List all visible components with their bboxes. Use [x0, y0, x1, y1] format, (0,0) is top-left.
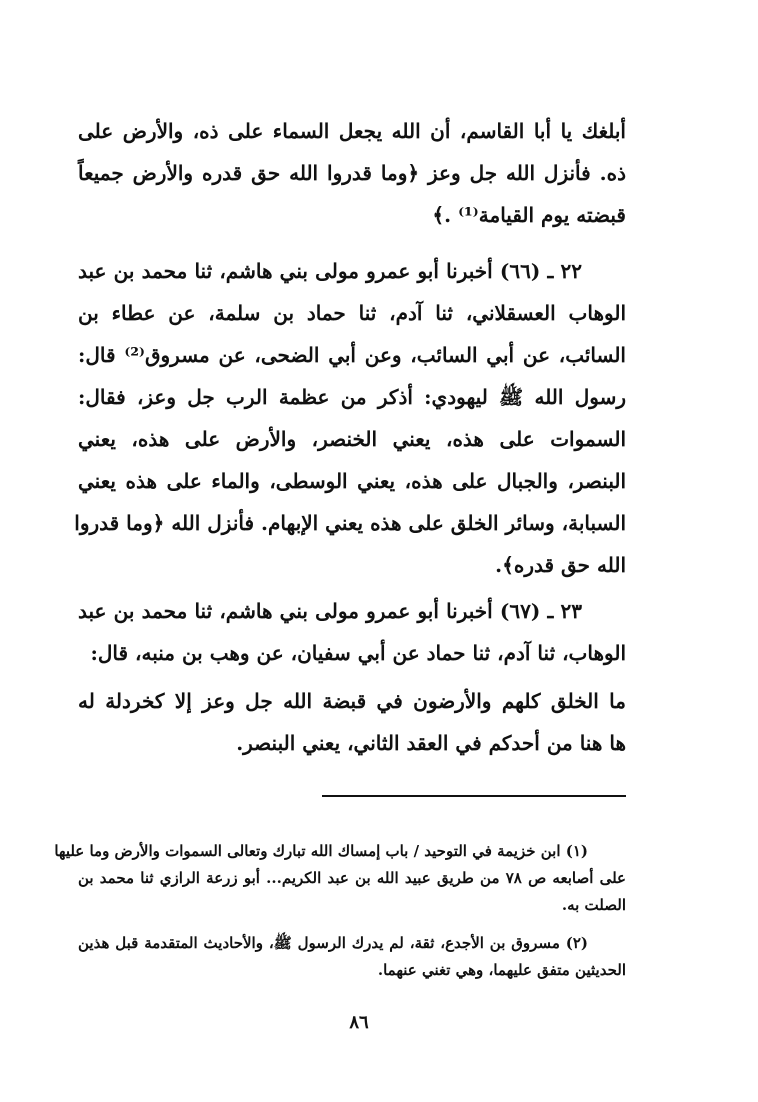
- text-line: الله حق قدره﴾.: [495, 553, 626, 577]
- text-line: ٢٣ ـ (٦٧) أخبرنا أبو عمرو مولى بني هاشم، ثنا محمد بن عبد: [78, 599, 582, 623]
- paragraph-quote: [78, 680, 626, 764]
- text-line: رسول الله ﷺ ليهودي: أذكر من عظمة الرب جل وعز، فقال:: [78, 385, 626, 409]
- footnote-2: [78, 930, 626, 984]
- footnote-line: (٢) مسروق بن الأجدع، ثقة، لم يدرك الرسول ﷺ، والأحاديث المتقدمة قبل هذين: [78, 934, 588, 952]
- footnote-line: (١) ابن خزيمة في التوحيد / باب إمساك الله تبارك وتعالى السموات والأرض وما عليها: [54, 842, 588, 860]
- paragraph-hadith-23: [78, 590, 626, 674]
- text-line: ما الخلق كلهم والأرضون في قبضة الله جل وعز إلا كخردلة له: [78, 689, 626, 713]
- footnote-line: الصلت به.: [561, 896, 626, 914]
- text-line: البنصر، والجبال على هذه، يعني الوسطى، والماء على هذه يعني: [78, 469, 626, 493]
- text-line: الوهاب، ثنا آدم، ثنا حماد عن أبي سفيان، عن وهب بن منبه، قال:: [90, 641, 626, 665]
- text-line: السبابة، وسائر الخلق على هذه يعني الإبهام. فأنزل الله ﴿وما قدروا: [74, 511, 626, 535]
- text-line: ها هنا من أحدكم في العقد الثاني، يعني البنصر.: [236, 731, 626, 755]
- text-line: الوهاب العسقلاني، ثنا آدم، ثنا حماد بن سلمة، عن عطاء بن: [78, 301, 626, 325]
- text-line: السموات على هذه، يعني الخنصر، والأرض على هذه، يعني: [78, 427, 626, 451]
- text-line: ذه. فأنزل الله جل وعز ﴿وما قدروا الله حق قدره والأرض جميعاً: [78, 161, 626, 185]
- paragraph-quran-verse: [78, 110, 626, 236]
- footnote-line: على أصابعه ص ٧٨ من طريق عبيد الله بن عبد الكريم... أبو زرعة الرازي ثنا محمد بن: [78, 869, 626, 887]
- text-line: قبضته يوم القيامة⁽¹⁾ .﴾: [432, 203, 626, 227]
- text-line: السائب، عن أبي السائب، وعن أبي الضحى، عن مسروق⁽²⁾ قال:: [78, 343, 626, 367]
- footnote-divider: [322, 795, 626, 797]
- text-line: أبلغك يا أبا القاسم، أن الله يجعل السماء على ذه، والأرض على: [78, 119, 626, 143]
- text-line: ٢٢ ـ (٦٦) أخبرنا أبو عمرو مولى بني هاشم، ثنا محمد بن عبد: [78, 259, 582, 283]
- footnote-line: الحديثين متفق عليهما، وهي تغني عنهما.: [377, 961, 626, 979]
- footnote-1: [54, 838, 626, 919]
- page-number: ٨٦: [349, 1012, 369, 1033]
- paragraph-hadith-22: [74, 250, 626, 586]
